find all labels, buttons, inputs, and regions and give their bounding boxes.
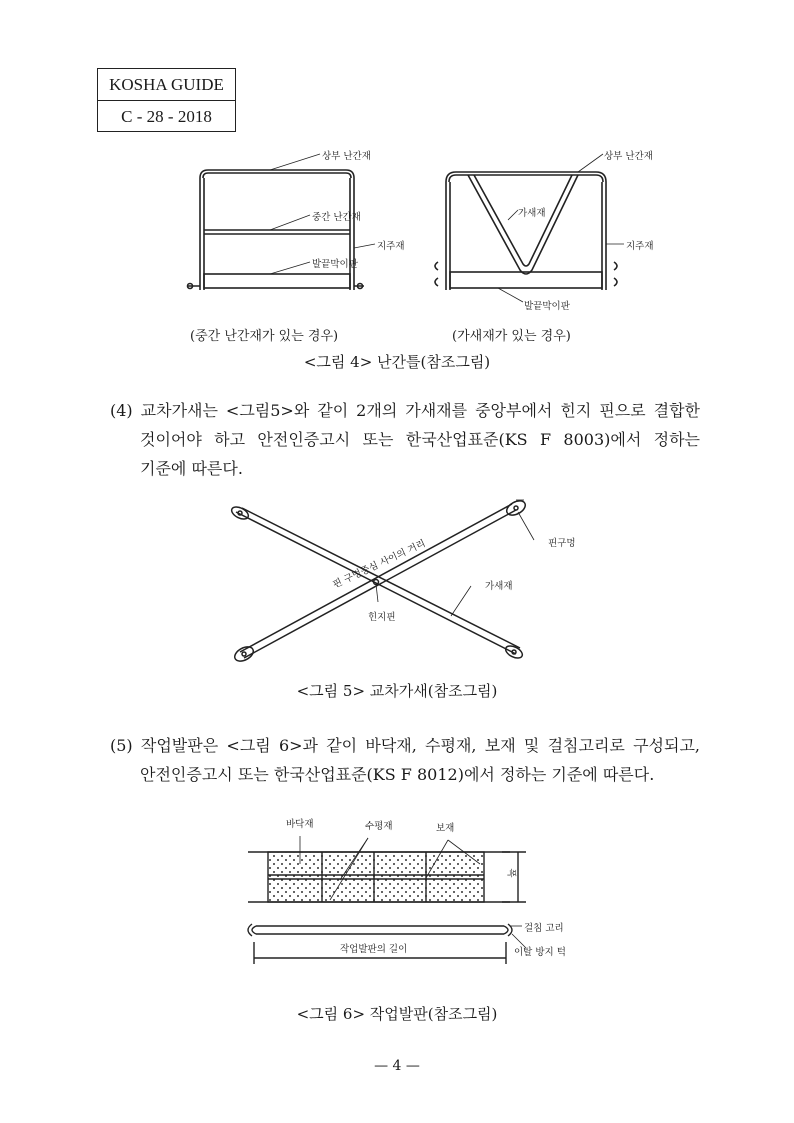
fig4-left-subcaption: (중간 난간재가 있는 경우)	[190, 329, 339, 344]
fig6-horizontal-label: 수평재	[365, 821, 393, 832]
fig4-left-top-rail-label: 상부 난간재	[322, 151, 371, 162]
figure5-caption: <그림 5> 교차가새(참조그림)	[296, 682, 498, 700]
para5-line-2: 안전인증고시 또는 한국산업표준(KS F 8012)에서 정하는 기준에 따른다.	[140, 765, 655, 784]
figure6-caption: <그림 6> 작업발판(참조그림)	[296, 1005, 498, 1023]
para4-line-2: 것이어야 하고 안전인증고시 또는 한국산업표준(KS F 8003)에서 정하는	[140, 430, 700, 449]
fig4-left-toe-board-label: 발끝막이판	[312, 259, 358, 270]
fig6-length-label: 작업발판의 길이	[340, 944, 408, 955]
fig5-brace-label: 가새재	[485, 581, 513, 592]
fig4-right-top-rail-label: 상부 난간재	[604, 151, 653, 162]
guide-code: C - 28 - 2018	[98, 100, 235, 132]
page-number: — 4 —	[374, 1058, 420, 1074]
fig5-distance-label: 핀 구멍중심 사이의 거리	[331, 538, 428, 591]
document-code-box	[97, 68, 236, 132]
guide-title: KOSHA GUIDE	[109, 74, 224, 94]
paragraph-5	[110, 731, 700, 789]
fig4-right-brace-label: 가새재	[518, 208, 546, 219]
fig6-hook-label: 걸침 고리	[524, 923, 564, 934]
fig6-beam-label: 보재	[436, 823, 455, 834]
para4-line-3: 기준에 따른다.	[140, 459, 243, 478]
fig5-hinge-pin-label: 힌지핀	[368, 612, 396, 623]
para4-line-1: (4) 교차가새는 <그림5>와 같이 2개의 가새재를 중앙부에서 힌지 핀으로 결합한	[110, 401, 700, 420]
fig6-width-label: 폭	[505, 868, 517, 878]
fig4-right-toe-board-label: 발끝막이판	[524, 301, 570, 312]
fig4-left-post-label: 지주재	[377, 241, 405, 252]
fig4-right-post-label: 지주재	[626, 241, 654, 252]
paragraph-4	[110, 396, 700, 483]
figure4-right-drawing	[428, 140, 628, 300]
figure4-caption: <그림 4> 난간틀(참조그림)	[303, 353, 491, 371]
fig4-right-subcaption: (가새재가 있는 경우)	[452, 329, 571, 344]
fig6-floor-label: 바닥재	[286, 819, 314, 830]
fig5-pin-hole-label: 핀구멍	[548, 538, 576, 549]
para5-line-1: (5) 작업발판은 <그림 6>과 같이 바닥재, 수평재, 보재 및 걸침고리로 구성되고,	[110, 736, 700, 755]
fig6-anti-detach-label: 이탈 방지 턱	[514, 947, 566, 958]
fig4-left-mid-rail-label: 중간 난간재	[312, 212, 361, 223]
